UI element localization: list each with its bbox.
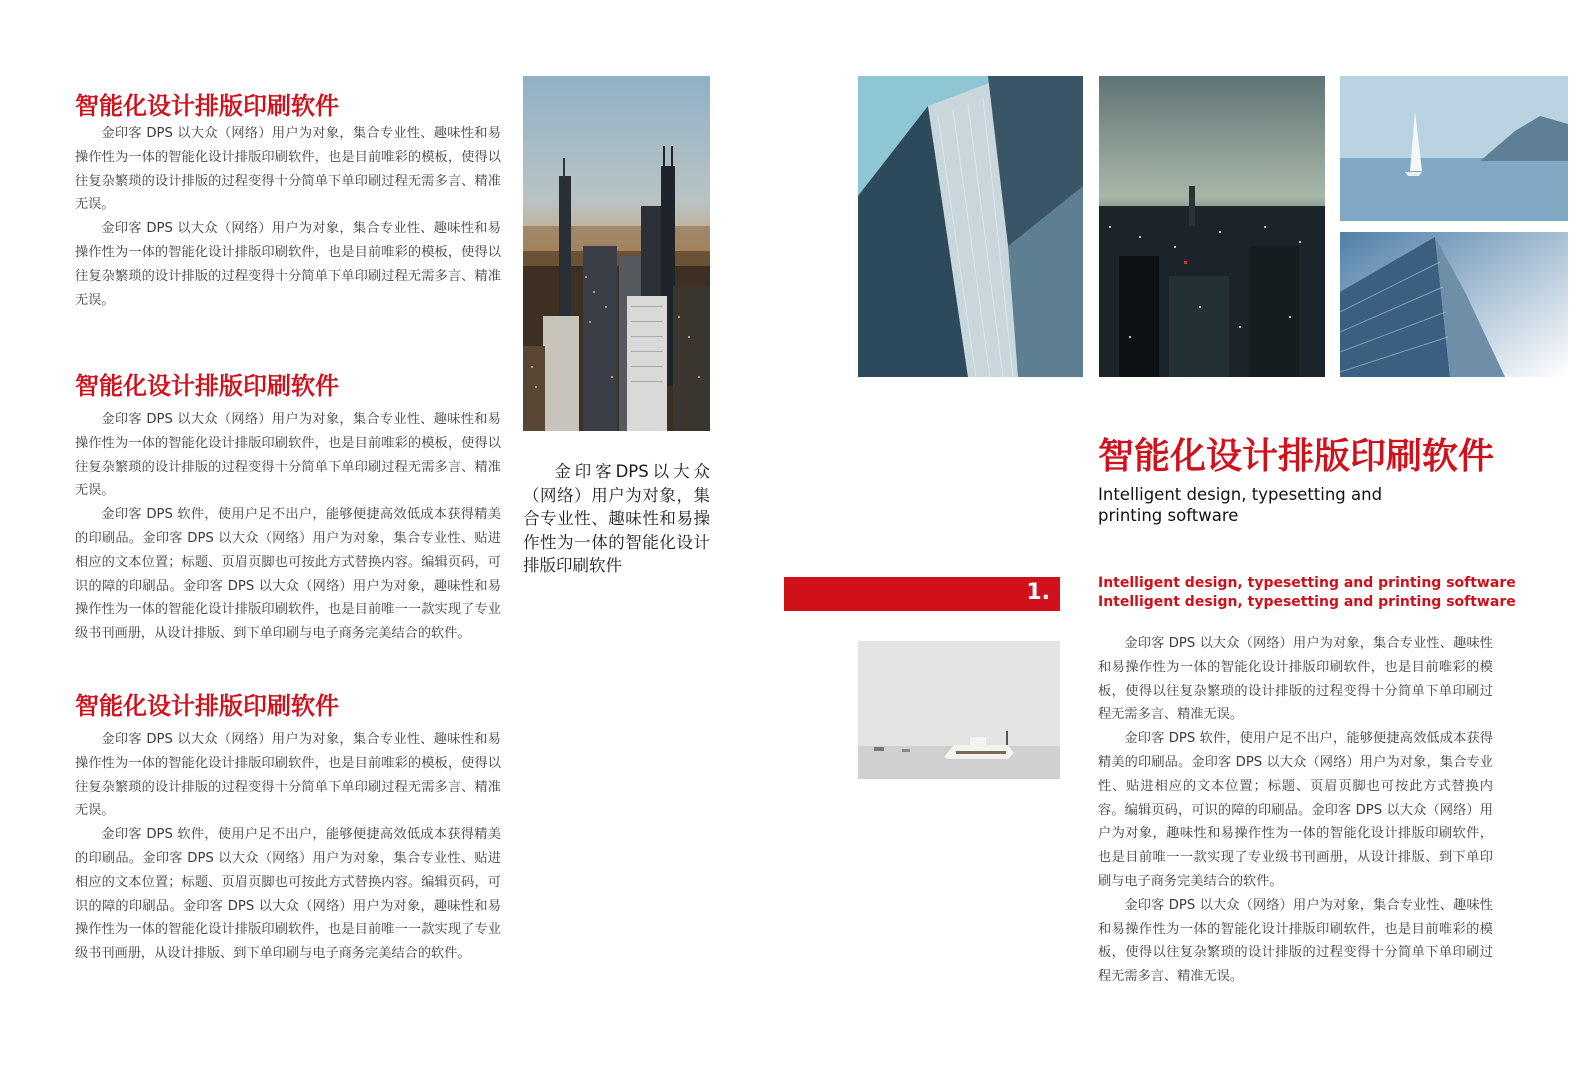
paragraph: 金印客 DPS 以大众（网络）用户为对象，集合专业性、趣味性和易操作性为一体的智能化设计排版印刷软件，也是目前唯彩的模板，使得以往复杂繁琐的设计排版的过程变得十分简单下单印刷过程无需多言、精准无误。 — [75, 732, 501, 819]
paragraph: 金印客 DPS 以大众（网络）用户为对象，集合专业性、趣味性和易操作性为一体的智能化设计排版印刷软件，也是目前唯彩的模板，使得以往复杂繁琐的设计排版的过程变得十分简单下单印刷过程无需多言、精准无误。 — [75, 412, 501, 499]
paragraph: 金印客 DPS 以大众（网络）用户为对象，集合专业性、趣味性和易操作性为一体的智能化设计排版印刷软件，也是目前唯彩的模板，使得以往复杂繁琐的设计排版的过程变得十分简单下单印刷过程无需多言、精准无误。 — [1098, 636, 1493, 723]
page-title: 智能化设计排版印刷软件 — [1098, 436, 1495, 477]
paragraph: 金印客 DPS 以大众（网络）用户为对象，集合专业性、趣味性和易操作性为一体的智能化设计排版印刷软件，也是目前唯彩的模板，使得以往复杂繁琐的设计排版的过程变得十分简单下单印刷过程无需多言、精准无误。 — [75, 126, 501, 213]
building-photo — [1340, 232, 1568, 377]
ferry-photo — [858, 641, 1060, 779]
right-body — [1098, 632, 1493, 989]
section-heading-1: 智能化设计排版印刷软件 — [75, 92, 339, 120]
glass-tower-photo — [858, 76, 1083, 377]
section-heading-2: 智能化设计排版印刷软件 — [75, 372, 339, 400]
sailboat-photo — [1340, 76, 1568, 221]
red-subheading — [1098, 574, 1516, 612]
section-3-body — [75, 728, 501, 966]
city-skyline-photo — [523, 76, 710, 431]
section-1-body — [75, 122, 501, 312]
section-2-body — [75, 408, 501, 646]
page-subtitle: Intelligent design, typesetting and printing software — [1098, 485, 1383, 525]
section-heading-3: 智能化设计排版印刷软件 — [75, 692, 339, 720]
photo-caption: 金印客DPS以大众（网络）用户为对象，集合专业性、趣味性和易操作性为一体的智能化设计排版印刷软件 — [523, 462, 710, 575]
red-subheading-line: Intelligent design, typesetting and printing software — [1098, 594, 1516, 610]
paragraph: 金印客 DPS 软件，使用户足不出户，能够便捷高效低成本获得精美的印刷品。金印客 DPS 以大众（网络）用户为对象，集合专业性、贴进相应的文本位置；标题、页眉页脚也可按此方式替换内容。编辑页码，可识的障的印刷品。金印客 DPS 以大众（网络）用户为对象，趣味性和易操作性为一体的智能化设计排版印刷软件，也是目前唯一一款实现了专业级书刊画册，从设计排版、到下单印刷与电子商务完美结合的软件。 — [75, 507, 501, 642]
red-subheading-line: Intelligent design, typesetting and printing software — [1098, 575, 1516, 591]
city-aerial-photo — [1099, 76, 1325, 377]
paragraph: 金印客 DPS 软件，使用户足不出户，能够便捷高效低成本获得精美的印刷品。金印客 DPS 以大众（网络）用户为对象，集合专业性、贴进相应的文本位置；标题、页眉页脚也可按此方式替换内容。编辑页码，可识的障的印刷品。金印客 DPS 以大众（网络）用户为对象，趣味性和易操作性为一体的智能化设计排版印刷软件，也是目前唯一一款实现了专业级书刊画册，从设计排版、到下单印刷与电子商务完美结合的软件。 — [1098, 731, 1493, 889]
paragraph: 金印客 DPS 软件，使用户足不出户，能够便捷高效低成本获得精美的印刷品。金印客 DPS 以大众（网络）用户为对象，集合专业性、贴进相应的文本位置；标题、页眉页脚也可按此方式替换内容。编辑页码，可识的障的印刷品。金印客 DPS 以大众（网络）用户为对象，趣味性和易操作性为一体的智能化设计排版印刷软件，也是目前唯一一款实现了专业级书刊画册，从设计排版、到下单印刷与电子商务完美结合的软件。 — [75, 827, 501, 962]
section-number-bar — [784, 577, 1060, 611]
section-number: 1. — [1026, 580, 1050, 605]
paragraph: 金印客 DPS 以大众（网络）用户为对象，集合专业性、趣味性和易操作性为一体的智能化设计排版印刷软件，也是目前唯彩的模板，使得以往复杂繁琐的设计排版的过程变得十分简单下单印刷过程无需多言、精准无误。 — [1098, 897, 1493, 985]
paragraph: 金印客 DPS 以大众（网络）用户为对象，集合专业性、趣味性和易操作性为一体的智能化设计排版印刷软件，也是目前唯彩的模板，使得以往复杂繁琐的设计排版的过程变得十分简单下单印刷过程无需多言、精准无误。 — [75, 221, 501, 308]
